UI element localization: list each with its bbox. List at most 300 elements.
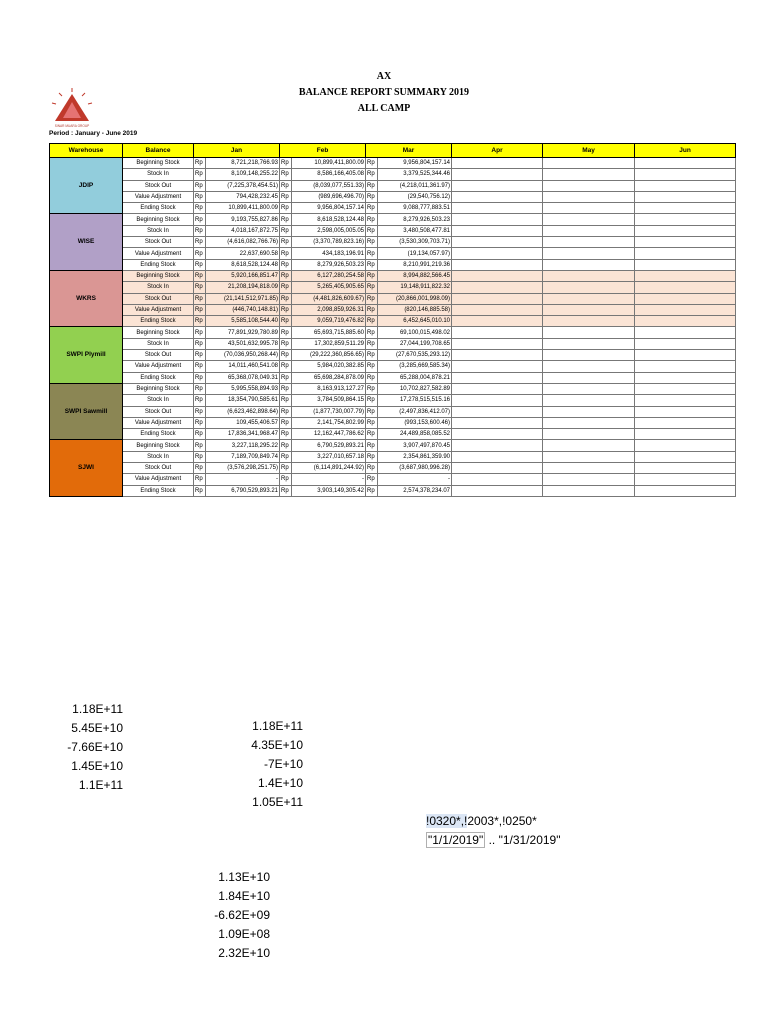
value-apr bbox=[452, 350, 543, 361]
scratch-value: -7E+10 bbox=[263, 757, 303, 771]
currency-label: Rp bbox=[366, 463, 378, 474]
value-mar: 3,907,497,870.45 bbox=[378, 440, 452, 451]
value-apr bbox=[452, 214, 543, 225]
table-row bbox=[50, 203, 736, 214]
period-label: Period : January - June 2019 bbox=[49, 130, 138, 137]
value-mar: 6,452,645,010.10 bbox=[378, 316, 452, 327]
table-row bbox=[50, 259, 736, 270]
scratch-value: 1.1E+11 bbox=[78, 778, 123, 792]
currency-label: Rp bbox=[366, 440, 378, 451]
value-mar: (20,866,001,998.09) bbox=[378, 293, 452, 304]
table-row bbox=[50, 474, 736, 485]
value-feb: (3,370,789,823.16) bbox=[292, 237, 366, 248]
value-mar: (2,497,836,412.07) bbox=[378, 406, 452, 417]
value-mar: (29,540,756.12) bbox=[378, 191, 452, 202]
value-feb: 434,183,196.91 bbox=[292, 248, 366, 259]
value-mar: 19,148,911,822.32 bbox=[378, 282, 452, 293]
value-jan: 18,354,790,585.61 bbox=[206, 395, 280, 406]
logo-caption: SINAR MUARA GROUP bbox=[54, 124, 90, 128]
balance-label: Beginning Stock bbox=[123, 327, 194, 338]
scratch-value: -7.66E+10 bbox=[67, 740, 123, 754]
table-row bbox=[50, 237, 736, 248]
table-row bbox=[50, 169, 736, 180]
currency-label: Rp bbox=[194, 440, 206, 451]
currency-label: Rp bbox=[366, 259, 378, 270]
currency-label: Rp bbox=[280, 282, 292, 293]
value-mar: (3,687,980,996.28) bbox=[378, 463, 452, 474]
value-jun bbox=[635, 406, 736, 417]
value-jun bbox=[635, 158, 736, 169]
value-feb: 12,162,447,786.62 bbox=[292, 429, 366, 440]
value-mar: (19,134,057.97) bbox=[378, 248, 452, 259]
value-feb: (989,696,496.70) bbox=[292, 191, 366, 202]
value-jun bbox=[635, 293, 736, 304]
value-jun bbox=[635, 383, 736, 394]
currency-label: Rp bbox=[194, 327, 206, 338]
value-feb: 2,141,754,802.99 bbox=[292, 417, 366, 428]
value-apr bbox=[452, 270, 543, 281]
scratch-value: -6.62E+09 bbox=[214, 908, 270, 922]
value-may bbox=[543, 440, 635, 451]
value-mar: 8,279,926,503.23 bbox=[378, 214, 452, 225]
value-jan: 22,637,690.58 bbox=[206, 248, 280, 259]
balance-label: Stock In bbox=[123, 338, 194, 349]
currency-label: Rp bbox=[366, 237, 378, 248]
value-jun bbox=[635, 259, 736, 270]
value-mar: - bbox=[378, 474, 452, 485]
value-jan: 3,227,118,295.22 bbox=[206, 440, 280, 451]
currency-label: Rp bbox=[194, 203, 206, 214]
balance-label: Ending Stock bbox=[123, 259, 194, 270]
currency-label: Rp bbox=[194, 485, 206, 496]
value-jun bbox=[635, 248, 736, 259]
currency-label: Rp bbox=[280, 395, 292, 406]
value-mar: 2,574,378,234.07 bbox=[378, 485, 452, 496]
currency-label: Rp bbox=[194, 406, 206, 417]
currency-label: Rp bbox=[280, 304, 292, 315]
value-apr bbox=[452, 429, 543, 440]
table-row bbox=[50, 485, 736, 496]
value-may bbox=[543, 214, 635, 225]
value-may bbox=[543, 270, 635, 281]
company-logo bbox=[50, 88, 94, 130]
value-may bbox=[543, 406, 635, 417]
value-jan: (446,740,148.81) bbox=[206, 304, 280, 315]
currency-label: Rp bbox=[280, 463, 292, 474]
currency-label: Rp bbox=[194, 214, 206, 225]
value-may bbox=[543, 259, 635, 270]
value-feb: 5,984,020,382.85 bbox=[292, 361, 366, 372]
value-feb: (8,039,077,551.33) bbox=[292, 180, 366, 191]
balance-label: Beginning Stock bbox=[123, 270, 194, 281]
value-jun bbox=[635, 485, 736, 496]
value-may bbox=[543, 451, 635, 462]
value-jan: 9,193,755,827.86 bbox=[206, 214, 280, 225]
value-jan: 43,501,632,995.78 bbox=[206, 338, 280, 349]
table-row bbox=[50, 158, 736, 169]
filter-rest: 2003*,!0250* bbox=[467, 814, 537, 828]
col-warehouse: Warehouse bbox=[50, 144, 123, 158]
value-feb: 5,265,405,905.65 bbox=[292, 282, 366, 293]
value-feb: 8,618,528,124.48 bbox=[292, 214, 366, 225]
value-jan: 8,109,148,255.22 bbox=[206, 169, 280, 180]
balance-label: Beginning Stock bbox=[123, 214, 194, 225]
currency-label: Rp bbox=[366, 191, 378, 202]
balance-label: Stock In bbox=[123, 451, 194, 462]
table-row bbox=[50, 214, 736, 225]
currency-label: Rp bbox=[366, 248, 378, 259]
value-apr bbox=[452, 203, 543, 214]
value-may bbox=[543, 203, 635, 214]
col-feb: Feb bbox=[280, 144, 366, 158]
value-jan: (3,576,298,251.75) bbox=[206, 463, 280, 474]
value-jan: (6,623,462,898.64) bbox=[206, 406, 280, 417]
currency-label: Rp bbox=[280, 406, 292, 417]
value-may bbox=[543, 304, 635, 315]
value-apr bbox=[452, 474, 543, 485]
value-apr bbox=[452, 237, 543, 248]
value-feb: 2,598,005,005.05 bbox=[292, 225, 366, 236]
value-feb: 10,899,411,800.09 bbox=[292, 158, 366, 169]
currency-label: Rp bbox=[194, 451, 206, 462]
balance-label: Value Adjustment bbox=[123, 191, 194, 202]
value-mar: (4,218,011,361.97) bbox=[378, 180, 452, 191]
scratch-value: 1.18E+11 bbox=[72, 702, 123, 716]
value-mar: (27,670,535,293.12) bbox=[378, 350, 452, 361]
value-jun bbox=[635, 350, 736, 361]
value-may bbox=[543, 383, 635, 394]
value-mar: 9,956,804,157.14 bbox=[378, 158, 452, 169]
currency-label: Rp bbox=[366, 338, 378, 349]
currency-label: Rp bbox=[194, 237, 206, 248]
table-row bbox=[50, 395, 736, 406]
scratch-value: 2.32E+10 bbox=[218, 946, 270, 960]
scratch-value: 1.84E+10 bbox=[218, 889, 270, 903]
balance-label: Stock In bbox=[123, 395, 194, 406]
value-apr bbox=[452, 372, 543, 383]
value-feb: 3,903,149,305.42 bbox=[292, 485, 366, 496]
currency-label: Rp bbox=[366, 451, 378, 462]
scratch-value: 4.35E+10 bbox=[251, 738, 303, 752]
value-jan: 7,189,709,849.74 bbox=[206, 451, 280, 462]
balance-label: Stock Out bbox=[123, 293, 194, 304]
balance-label: Value Adjustment bbox=[123, 474, 194, 485]
value-apr bbox=[452, 248, 543, 259]
currency-label: Rp bbox=[194, 338, 206, 349]
value-mar: 3,379,525,344.46 bbox=[378, 169, 452, 180]
table-row bbox=[50, 429, 736, 440]
value-mar: 8,210,991,219.36 bbox=[378, 259, 452, 270]
value-apr bbox=[452, 440, 543, 451]
currency-label: Rp bbox=[280, 417, 292, 428]
value-apr bbox=[452, 293, 543, 304]
value-jan: (7,225,378,454.51) bbox=[206, 180, 280, 191]
report-company: AX bbox=[376, 71, 392, 82]
table-row bbox=[50, 180, 736, 191]
currency-label: Rp bbox=[194, 350, 206, 361]
value-apr bbox=[452, 180, 543, 191]
balance-label: Value Adjustment bbox=[123, 361, 194, 372]
value-feb: 3,784,509,864.15 bbox=[292, 395, 366, 406]
balance-label: Ending Stock bbox=[123, 372, 194, 383]
balance-label: Beginning Stock bbox=[123, 383, 194, 394]
currency-label: Rp bbox=[366, 158, 378, 169]
currency-label: Rp bbox=[280, 214, 292, 225]
value-apr bbox=[452, 169, 543, 180]
value-jun bbox=[635, 372, 736, 383]
value-mar: 8,994,882,566.45 bbox=[378, 270, 452, 281]
value-feb: 6,127,280,254.58 bbox=[292, 270, 366, 281]
currency-label: Rp bbox=[280, 327, 292, 338]
balance-label: Stock Out bbox=[123, 180, 194, 191]
value-jun bbox=[635, 304, 736, 315]
value-apr bbox=[452, 417, 543, 428]
value-feb: 65,698,284,878.09 bbox=[292, 372, 366, 383]
currency-label: Rp bbox=[194, 395, 206, 406]
balance-label: Stock In bbox=[123, 282, 194, 293]
value-may bbox=[543, 169, 635, 180]
value-jun bbox=[635, 282, 736, 293]
warehouse-name: SWPI Plymill bbox=[50, 327, 123, 383]
currency-label: Rp bbox=[366, 169, 378, 180]
col-apr: Apr bbox=[452, 144, 543, 158]
report-title: BALANCE REPORT SUMMARY 2019 bbox=[298, 87, 470, 98]
currency-label: Rp bbox=[366, 350, 378, 361]
currency-label: Rp bbox=[366, 406, 378, 417]
value-jun bbox=[635, 451, 736, 462]
balance-label: Ending Stock bbox=[123, 203, 194, 214]
balance-label: Beginning Stock bbox=[123, 158, 194, 169]
value-feb: 17,302,859,511.29 bbox=[292, 338, 366, 349]
currency-label: Rp bbox=[280, 361, 292, 372]
balance-label: Value Adjustment bbox=[123, 248, 194, 259]
balance-label: Ending Stock bbox=[123, 316, 194, 327]
col-jan: Jan bbox=[194, 144, 280, 158]
value-jun bbox=[635, 237, 736, 248]
balance-label: Stock Out bbox=[123, 406, 194, 417]
balance-label: Stock Out bbox=[123, 463, 194, 474]
table-row bbox=[50, 191, 736, 202]
currency-label: Rp bbox=[194, 463, 206, 474]
currency-label: Rp bbox=[366, 316, 378, 327]
currency-label: Rp bbox=[280, 451, 292, 462]
currency-label: Rp bbox=[194, 225, 206, 236]
table-row bbox=[50, 372, 736, 383]
value-feb: - bbox=[292, 474, 366, 485]
value-may bbox=[543, 282, 635, 293]
value-mar: (993,153,600.46) bbox=[378, 417, 452, 428]
currency-label: Rp bbox=[366, 372, 378, 383]
value-jun bbox=[635, 429, 736, 440]
value-may bbox=[543, 417, 635, 428]
scratch-value: 1.09E+08 bbox=[218, 927, 270, 941]
currency-label: Rp bbox=[366, 214, 378, 225]
value-feb: 3,227,010,657.18 bbox=[292, 451, 366, 462]
value-jan: - bbox=[206, 474, 280, 485]
value-mar: (820,146,885.58) bbox=[378, 304, 452, 315]
currency-label: Rp bbox=[194, 180, 206, 191]
balance-label: Stock Out bbox=[123, 350, 194, 361]
value-jun bbox=[635, 169, 736, 180]
scratch-value: 1.4E+10 bbox=[257, 776, 303, 790]
value-jan: 5,585,108,544.40 bbox=[206, 316, 280, 327]
value-jan: 4,018,167,872.75 bbox=[206, 225, 280, 236]
warehouse-name: SJWI bbox=[50, 440, 123, 496]
value-apr bbox=[452, 316, 543, 327]
value-jan: 6,790,529,893.21 bbox=[206, 485, 280, 496]
currency-label: Rp bbox=[280, 429, 292, 440]
balance-label: Value Adjustment bbox=[123, 304, 194, 315]
currency-label: Rp bbox=[280, 191, 292, 202]
value-may bbox=[543, 463, 635, 474]
value-jan: 109,455,406.57 bbox=[206, 417, 280, 428]
col-balance: Balance bbox=[123, 144, 194, 158]
value-may bbox=[543, 316, 635, 327]
currency-label: Rp bbox=[366, 474, 378, 485]
value-jan: 17,836,341,968.47 bbox=[206, 429, 280, 440]
col-mar: Mar bbox=[366, 144, 452, 158]
value-jun bbox=[635, 395, 736, 406]
currency-label: Rp bbox=[280, 372, 292, 383]
value-jan: 794,428,232.45 bbox=[206, 191, 280, 202]
value-mar: (3,530,309,703.71) bbox=[378, 237, 452, 248]
value-may bbox=[543, 237, 635, 248]
value-feb: 6,790,529,893.21 bbox=[292, 440, 366, 451]
value-apr bbox=[452, 395, 543, 406]
currency-label: Rp bbox=[366, 282, 378, 293]
warehouse-name: JDIP bbox=[50, 158, 123, 214]
warehouse-name: SWPI Sawmill bbox=[50, 383, 123, 439]
value-apr bbox=[452, 451, 543, 462]
filter-date-rest: .. "1/31/2019" bbox=[485, 833, 561, 847]
currency-label: Rp bbox=[280, 293, 292, 304]
value-jan: 65,368,078,049.31 bbox=[206, 372, 280, 383]
currency-label: Rp bbox=[280, 237, 292, 248]
value-feb: (1,877,730,007.79) bbox=[292, 406, 366, 417]
value-jun bbox=[635, 463, 736, 474]
value-may bbox=[543, 429, 635, 440]
currency-label: Rp bbox=[366, 383, 378, 394]
value-jun bbox=[635, 191, 736, 202]
currency-label: Rp bbox=[366, 327, 378, 338]
currency-label: Rp bbox=[194, 361, 206, 372]
table-row bbox=[50, 440, 736, 451]
value-jun bbox=[635, 203, 736, 214]
table-row bbox=[50, 361, 736, 372]
currency-label: Rp bbox=[194, 270, 206, 281]
value-may bbox=[543, 338, 635, 349]
table-row bbox=[50, 270, 736, 281]
value-mar: 10,702,827,582.89 bbox=[378, 383, 452, 394]
col-jun: Jun bbox=[635, 144, 736, 158]
scratch-value: 1.13E+10 bbox=[218, 870, 270, 884]
balance-label: Value Adjustment bbox=[123, 417, 194, 428]
value-may bbox=[543, 372, 635, 383]
value-mar: 3,480,508,477.81 bbox=[378, 225, 452, 236]
balance-label: Beginning Stock bbox=[123, 440, 194, 451]
value-apr bbox=[452, 383, 543, 394]
currency-label: Rp bbox=[366, 203, 378, 214]
table-row bbox=[50, 350, 736, 361]
value-jan: 14,011,460,541.08 bbox=[206, 361, 280, 372]
value-may bbox=[543, 180, 635, 191]
currency-label: Rp bbox=[280, 169, 292, 180]
scratch-values-3 bbox=[180, 868, 270, 963]
currency-label: Rp bbox=[366, 429, 378, 440]
scratch-value: 1.18E+11 bbox=[252, 719, 303, 733]
value-jan: 8,721,218,766.93 bbox=[206, 158, 280, 169]
value-jun bbox=[635, 474, 736, 485]
col-may: May bbox=[543, 144, 635, 158]
currency-label: Rp bbox=[194, 304, 206, 315]
value-apr bbox=[452, 361, 543, 372]
currency-label: Rp bbox=[194, 259, 206, 270]
value-jan: 77,891,929,780.89 bbox=[206, 327, 280, 338]
value-feb: 2,098,859,926.31 bbox=[292, 304, 366, 315]
table-row bbox=[50, 293, 736, 304]
value-jun bbox=[635, 214, 736, 225]
currency-label: Rp bbox=[280, 225, 292, 236]
value-mar: 24,489,858,085.52 bbox=[378, 429, 452, 440]
value-feb: 8,279,926,503.23 bbox=[292, 259, 366, 270]
currency-label: Rp bbox=[280, 180, 292, 191]
warehouse-name: WISE bbox=[50, 214, 123, 270]
value-apr bbox=[452, 158, 543, 169]
value-jun bbox=[635, 327, 736, 338]
currency-label: Rp bbox=[280, 270, 292, 281]
value-apr bbox=[452, 327, 543, 338]
currency-label: Rp bbox=[280, 259, 292, 270]
table-row bbox=[50, 417, 736, 428]
value-may bbox=[543, 248, 635, 259]
value-feb: (29,222,360,856.65) bbox=[292, 350, 366, 361]
value-apr bbox=[452, 485, 543, 496]
balance-label: Stock Out bbox=[123, 237, 194, 248]
currency-label: Rp bbox=[280, 316, 292, 327]
table-row bbox=[50, 248, 736, 259]
table-row bbox=[50, 451, 736, 462]
balance-label: Stock In bbox=[123, 169, 194, 180]
table-row bbox=[50, 304, 736, 315]
report-subtitle: ALL CAMP bbox=[357, 103, 411, 114]
table-row bbox=[50, 327, 736, 338]
value-jun bbox=[635, 270, 736, 281]
value-mar: 27,044,199,708.65 bbox=[378, 338, 452, 349]
currency-label: Rp bbox=[194, 417, 206, 428]
value-may bbox=[543, 327, 635, 338]
value-feb: (6,114,891,244.92) bbox=[292, 463, 366, 474]
currency-label: Rp bbox=[194, 191, 206, 202]
currency-label: Rp bbox=[280, 350, 292, 361]
currency-label: Rp bbox=[194, 383, 206, 394]
value-may bbox=[543, 395, 635, 406]
table-row bbox=[50, 406, 736, 417]
value-jan: (70,036,950,268.44) bbox=[206, 350, 280, 361]
value-jan: (4,616,082,766.76) bbox=[206, 237, 280, 248]
currency-label: Rp bbox=[366, 225, 378, 236]
scratch-value: 1.45E+10 bbox=[71, 759, 123, 773]
scratch-values-2 bbox=[230, 717, 303, 812]
value-may bbox=[543, 485, 635, 496]
value-feb: 9,956,804,157.14 bbox=[292, 203, 366, 214]
currency-label: Rp bbox=[366, 180, 378, 191]
value-may bbox=[543, 225, 635, 236]
value-mar: (3,285,669,585.34) bbox=[378, 361, 452, 372]
currency-label: Rp bbox=[366, 304, 378, 315]
value-feb: 9,059,719,476.82 bbox=[292, 316, 366, 327]
value-jun bbox=[635, 225, 736, 236]
filter-date-box: "1/1/2019" bbox=[428, 833, 484, 847]
